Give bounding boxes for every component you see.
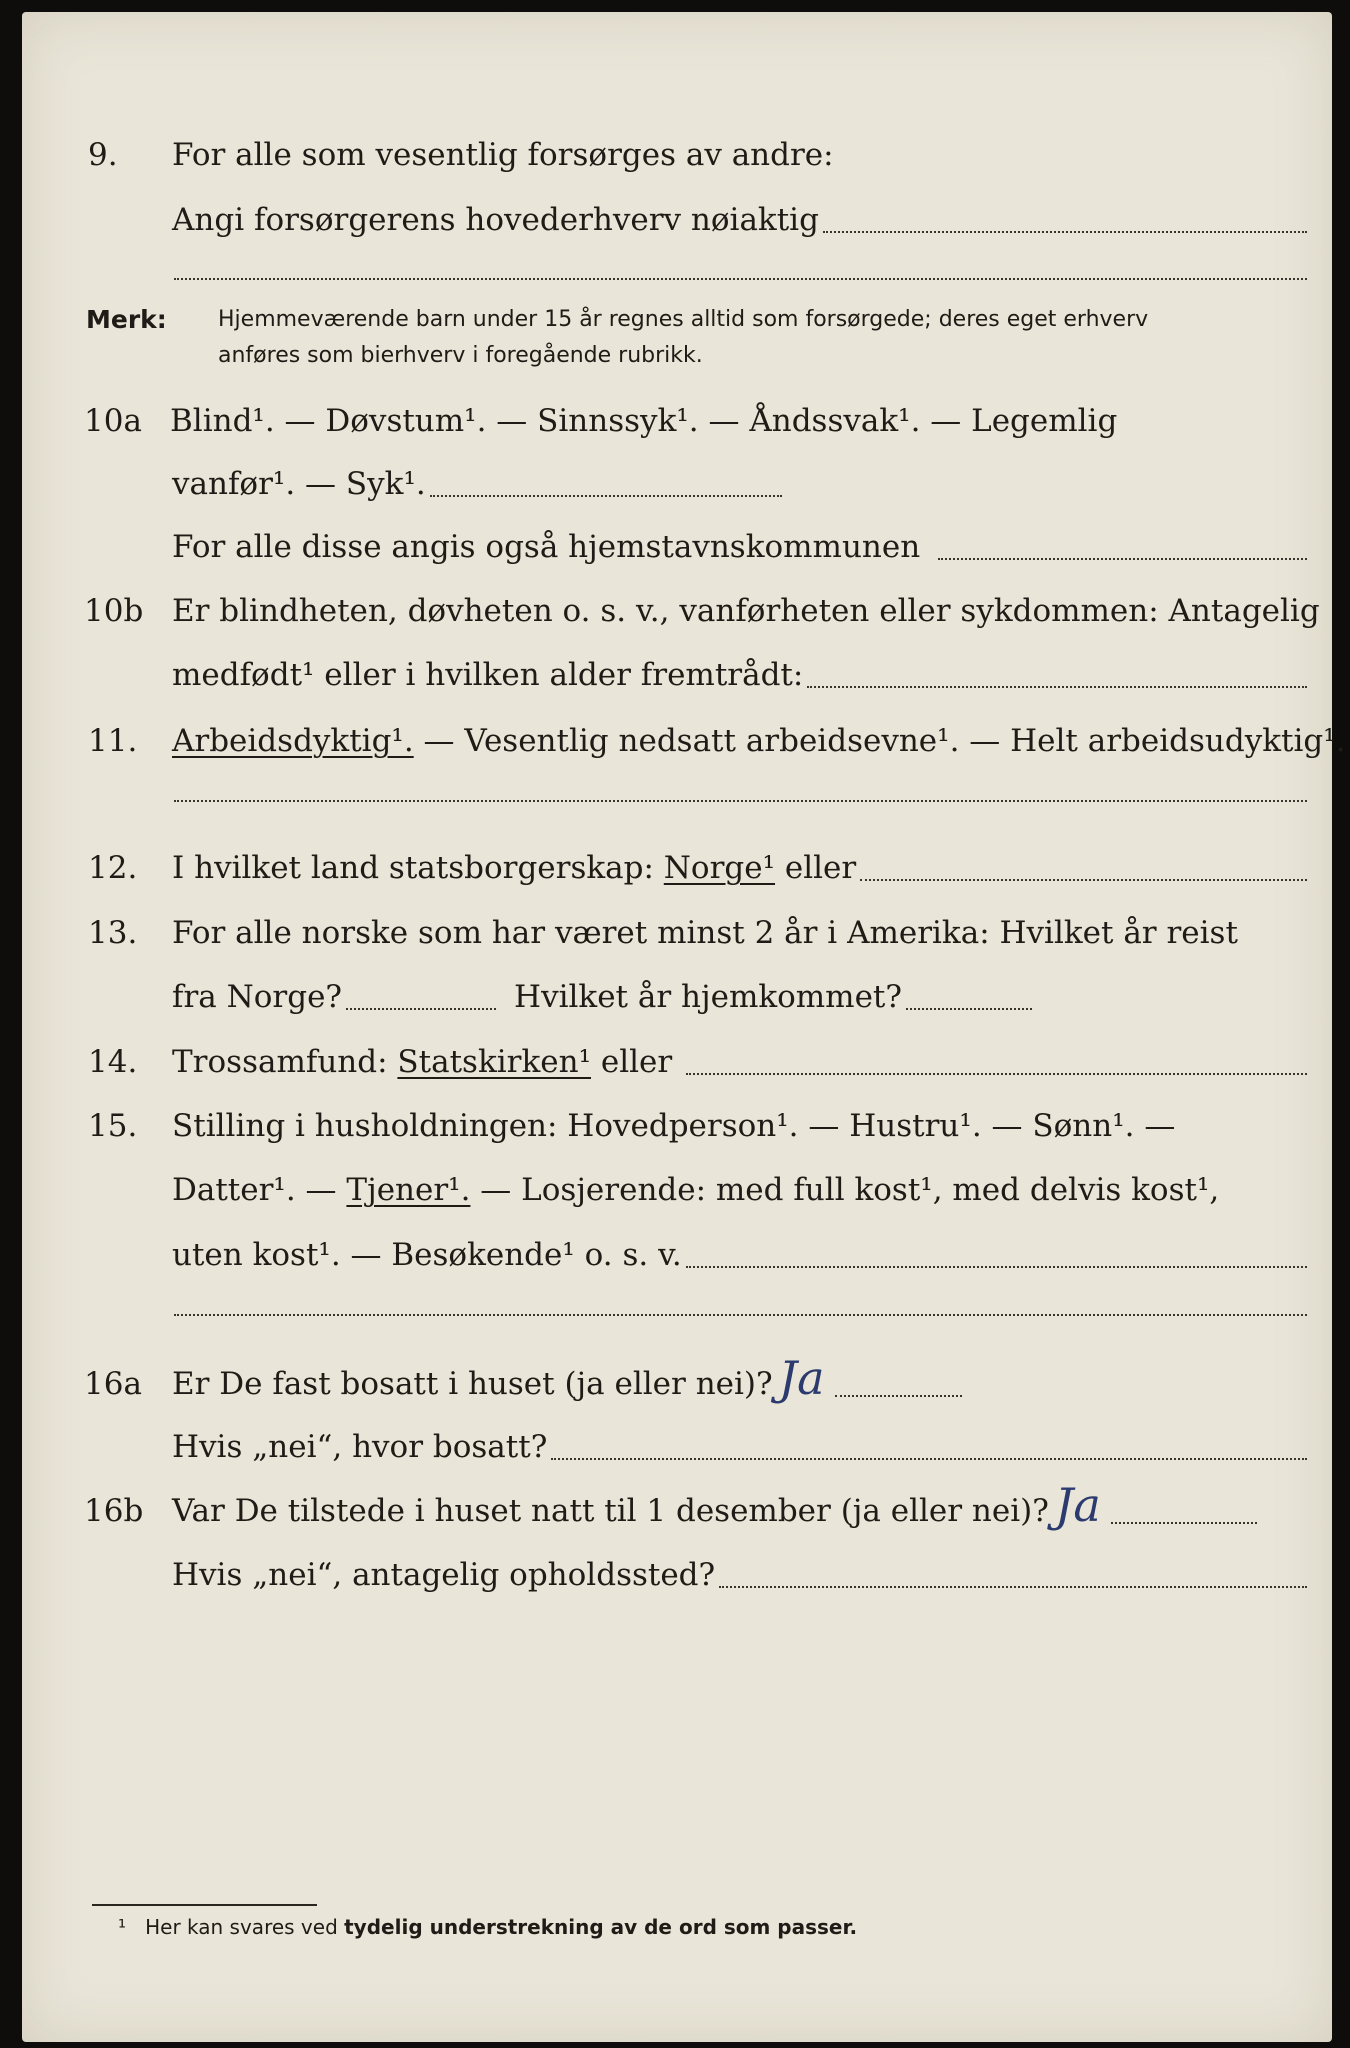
note-text-line-1: Hjemmeværende barn under 15 år regnes alltid som forsørgede; deres eget erhverv [218, 307, 1149, 332]
question-text: Hvis „nei“, hvor bosatt? [172, 1429, 548, 1465]
question-number: 13. [88, 915, 138, 951]
question-11 [22, 716, 1346, 766]
note-label: Merk: [86, 305, 167, 334]
answer-field[interactable] [906, 1008, 1032, 1010]
answer-field[interactable] [686, 1266, 1307, 1268]
question-text: For alle som vesentlig forsørges av andre: [172, 137, 834, 173]
answer-field[interactable] [346, 1008, 496, 1010]
footnote [118, 1912, 857, 1942]
question-text: Var De tilstede i huset natt til 1 desember (ja eller nei)? [172, 1493, 1049, 1529]
question-text: For alle norske som har været minst 2 år i Amerika: Hvilket år reist [172, 915, 1238, 951]
underlined-answer[interactable]: Arbeidsdyktig¹. [172, 723, 414, 759]
question-10a-line-2 [22, 459, 1332, 509]
question-text: Angi forsørgerens hovederhverv nøiaktig [172, 202, 819, 238]
answer-field[interactable] [430, 495, 782, 497]
question-12 [22, 843, 1332, 893]
question-text: eller [775, 850, 857, 886]
answer-field[interactable] [807, 686, 1307, 688]
answer-field[interactable] [938, 558, 1307, 560]
answer-field[interactable] [551, 1458, 1307, 1460]
question-10b-line-2 [22, 650, 1332, 700]
note-text-line-2: anføres som bierhverv i foregående rubrikk. [218, 343, 703, 368]
question-text: For alle disse angis også hjemstavnskommunen [172, 529, 921, 565]
question-text: vanfør¹. — Syk¹. [172, 466, 426, 502]
answer-field[interactable] [719, 1586, 1307, 1588]
question-text: Hvis „nei“, antagelig opholdssted? [172, 1557, 716, 1593]
question-13-line-1 [22, 908, 1332, 958]
answer-line[interactable] [174, 278, 1307, 280]
question-number: 14. [88, 1044, 138, 1080]
question-9-line-2 [22, 195, 1332, 245]
answer-field[interactable] [835, 1395, 962, 1397]
underlined-answer[interactable]: Statskirken¹ [397, 1044, 591, 1080]
question-number: 11. [88, 723, 138, 759]
answer-field[interactable] [1111, 1522, 1257, 1524]
question-text: Datter¹. — [172, 1172, 347, 1208]
question-16b-line-2 [22, 1550, 1332, 1600]
answer-field[interactable] [686, 1073, 1307, 1075]
question-text: — Losjerende: med full kost¹, med delvis kost¹, [470, 1172, 1220, 1208]
underlined-answer[interactable]: Tjener¹. [346, 1172, 471, 1208]
question-15-line-2 [22, 1165, 1332, 1215]
footnote-divider [92, 1904, 317, 1906]
question-text: Stilling i husholdningen: Hovedperson¹. — Hustru¹. — Sønn¹. — [172, 1108, 1176, 1144]
question-text: fra Norge? [172, 979, 343, 1015]
question-number: 15. [88, 1108, 138, 1144]
question-text: I hvilket land statsborgerskap: [172, 850, 664, 886]
census-form-page [22, 12, 1346, 2042]
question-16a-line-2 [22, 1422, 1332, 1472]
question-text: Er blindheten, døvheten o. s. v., vanførheten eller sykdommen: Antagelig [172, 593, 1320, 629]
question-text: eller [591, 1044, 673, 1080]
question-text: uten kost¹. — Besøkende¹ o. s. v. [172, 1237, 682, 1273]
question-number: 16b [84, 1493, 144, 1529]
question-number: 16a [84, 1366, 142, 1402]
question-text: Trossamfund: [172, 1044, 398, 1080]
question-number: 9. [88, 137, 118, 173]
question-text: Blind¹. — Døvstum¹. — Sinnssyk¹. — Åndssvak¹. — Legemlig [170, 403, 1118, 439]
footnote-emphasis: tydelig understrekning av de ord som passer. [344, 1915, 858, 1939]
question-number: 12. [88, 850, 138, 886]
answer-line[interactable] [174, 1314, 1307, 1316]
question-16b-line-1 [22, 1478, 1332, 1536]
question-15-line-3 [22, 1230, 1332, 1280]
question-13-line-2 [22, 972, 1332, 1022]
question-10b-line-1 [22, 586, 1332, 636]
underlined-answer[interactable]: Norge¹ [663, 850, 776, 886]
question-9-line-1 [22, 130, 1332, 180]
answer-field[interactable] [860, 879, 1307, 881]
answer-line[interactable] [174, 800, 1307, 802]
question-text: — Vesentlig nedsatt arbeidsevne¹. — Helt arbeidsudyktig¹. [413, 723, 1346, 759]
footnote-text: Her kan svares ved [145, 1915, 345, 1939]
question-14 [22, 1037, 1332, 1087]
question-number: 10b [84, 593, 144, 629]
question-16a-line-1 [22, 1351, 1332, 1409]
handwritten-answer[interactable]: Ja [778, 1351, 825, 1405]
question-10a-line-1 [22, 396, 1332, 446]
question-text: medfødt¹ eller i hvilken alder fremtrådt: [172, 657, 804, 693]
handwritten-answer[interactable]: Ja [1054, 1478, 1101, 1532]
answer-field[interactable] [823, 231, 1307, 233]
question-text: Hvilket år hjemkommet? [514, 979, 903, 1015]
question-15-line-1 [22, 1101, 1332, 1151]
question-10a-line-3 [22, 522, 1332, 572]
question-number: 10a [84, 403, 142, 439]
footnote-mark: ¹ [118, 1915, 127, 1939]
question-text: Er De fast bosatt i huset (ja eller nei)? [172, 1366, 773, 1402]
